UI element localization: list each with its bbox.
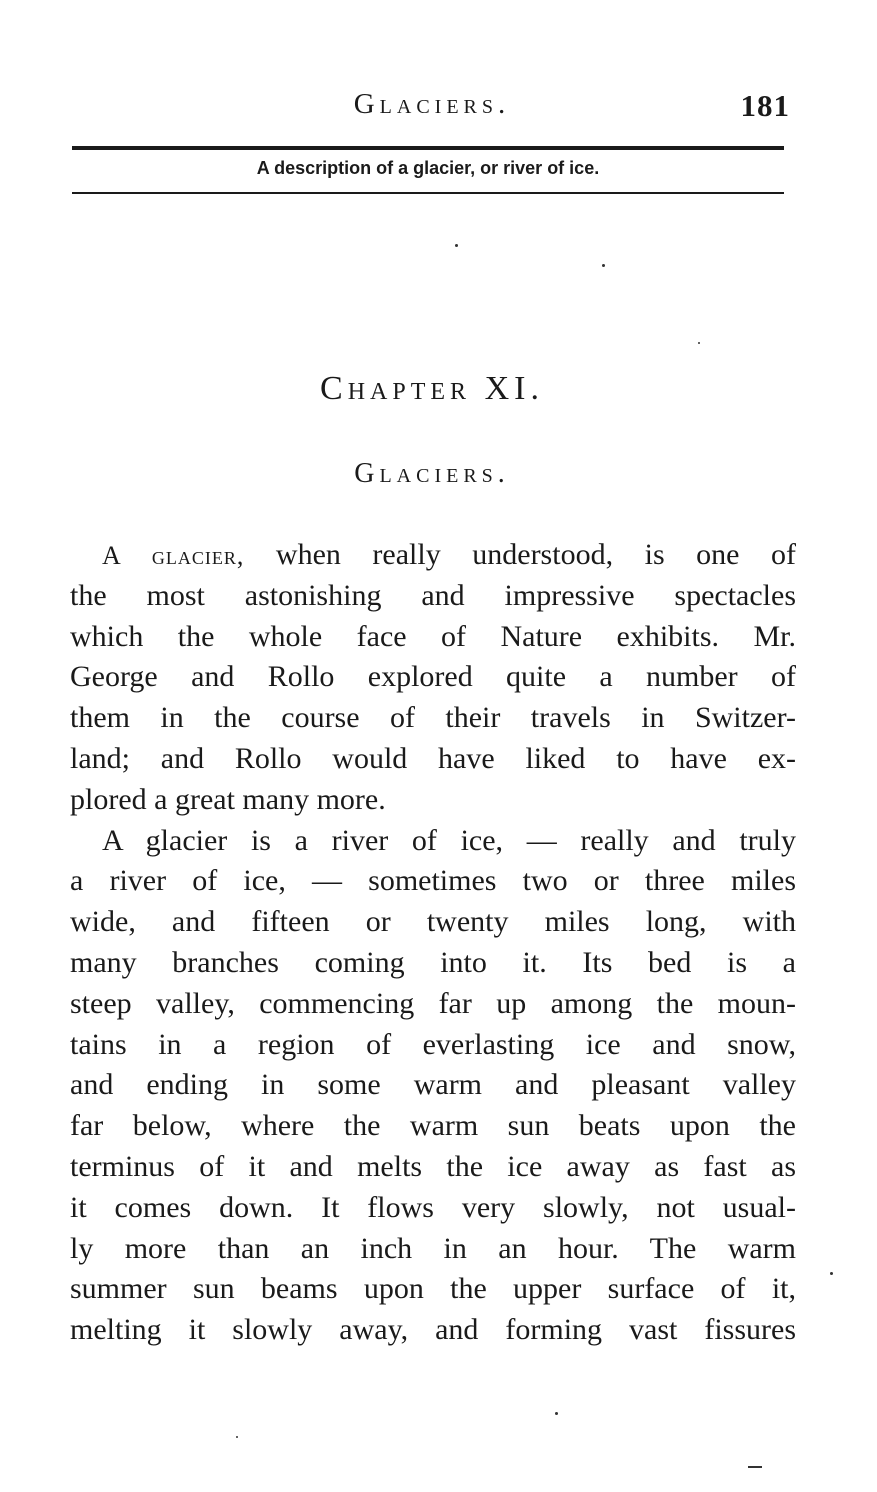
text-line: George and Rollo explored quite a number of — [70, 660, 796, 694]
chapter-title: Glaciers. — [354, 458, 510, 489]
text-line: the most astonishing and impressive spectacles — [70, 578, 796, 612]
scan-mark — [748, 1466, 762, 1468]
text-line: them in the course of their travels in Switzer- — [70, 701, 796, 735]
text-line: A glacier, when really understood, is one of — [102, 538, 796, 571]
text-line: ly more than an inch in an hour. The warm — [70, 1231, 796, 1265]
text-line: land; and Rollo would have liked to have ex- — [70, 741, 796, 775]
text-line: many branches coming into it. Its bed is a — [70, 945, 796, 979]
text-line: plored a great many more. — [70, 782, 386, 816]
text-line: summer sun beams upon the upper surface of it, — [70, 1272, 796, 1306]
text-line: and ending in some warm and pleasant valley — [70, 1068, 796, 1102]
page-summary: A description of a glacier, or river of ice. — [256, 158, 600, 178]
text-line: it comes down. It flows very slowly, not usual- — [70, 1190, 796, 1224]
text-line: tains in a region of everlasting ice and snow, — [70, 1027, 796, 1061]
page-number: 181 — [740, 88, 790, 123]
scan-speck — [830, 1272, 833, 1275]
text-line: A glacier is a river of ice, — really and truly — [102, 823, 796, 857]
body-text — [70, 535, 796, 1351]
text-line: far below, where the warm sun beats upon the — [70, 1109, 796, 1143]
scan-speck — [236, 1436, 238, 1438]
text-line: steep valley, commencing far up among the moun- — [70, 986, 796, 1020]
header-rule-top — [72, 146, 784, 150]
text-line: melting it slowly away, and forming vast fissures — [70, 1313, 796, 1347]
chapter-heading: Chapter XI. — [320, 370, 544, 407]
text-line: terminus of it and melts the ice away as fast as — [70, 1149, 796, 1183]
text-line: which the whole face of Nature exhibits. Mr. — [70, 619, 796, 653]
scan-speck — [555, 1412, 558, 1415]
running-title: Glaciers. — [353, 88, 511, 120]
lead-word: A glacier, — [102, 541, 245, 570]
text-line: wide, and fifteen or twenty miles long, with — [70, 905, 796, 939]
running-head — [72, 88, 792, 128]
scan-speck — [455, 244, 458, 247]
header-rule-bottom — [72, 192, 784, 194]
scan-speck — [602, 264, 605, 267]
scan-speck — [698, 342, 700, 344]
text-line: a river of ice, — sometimes two or three miles — [70, 864, 796, 898]
